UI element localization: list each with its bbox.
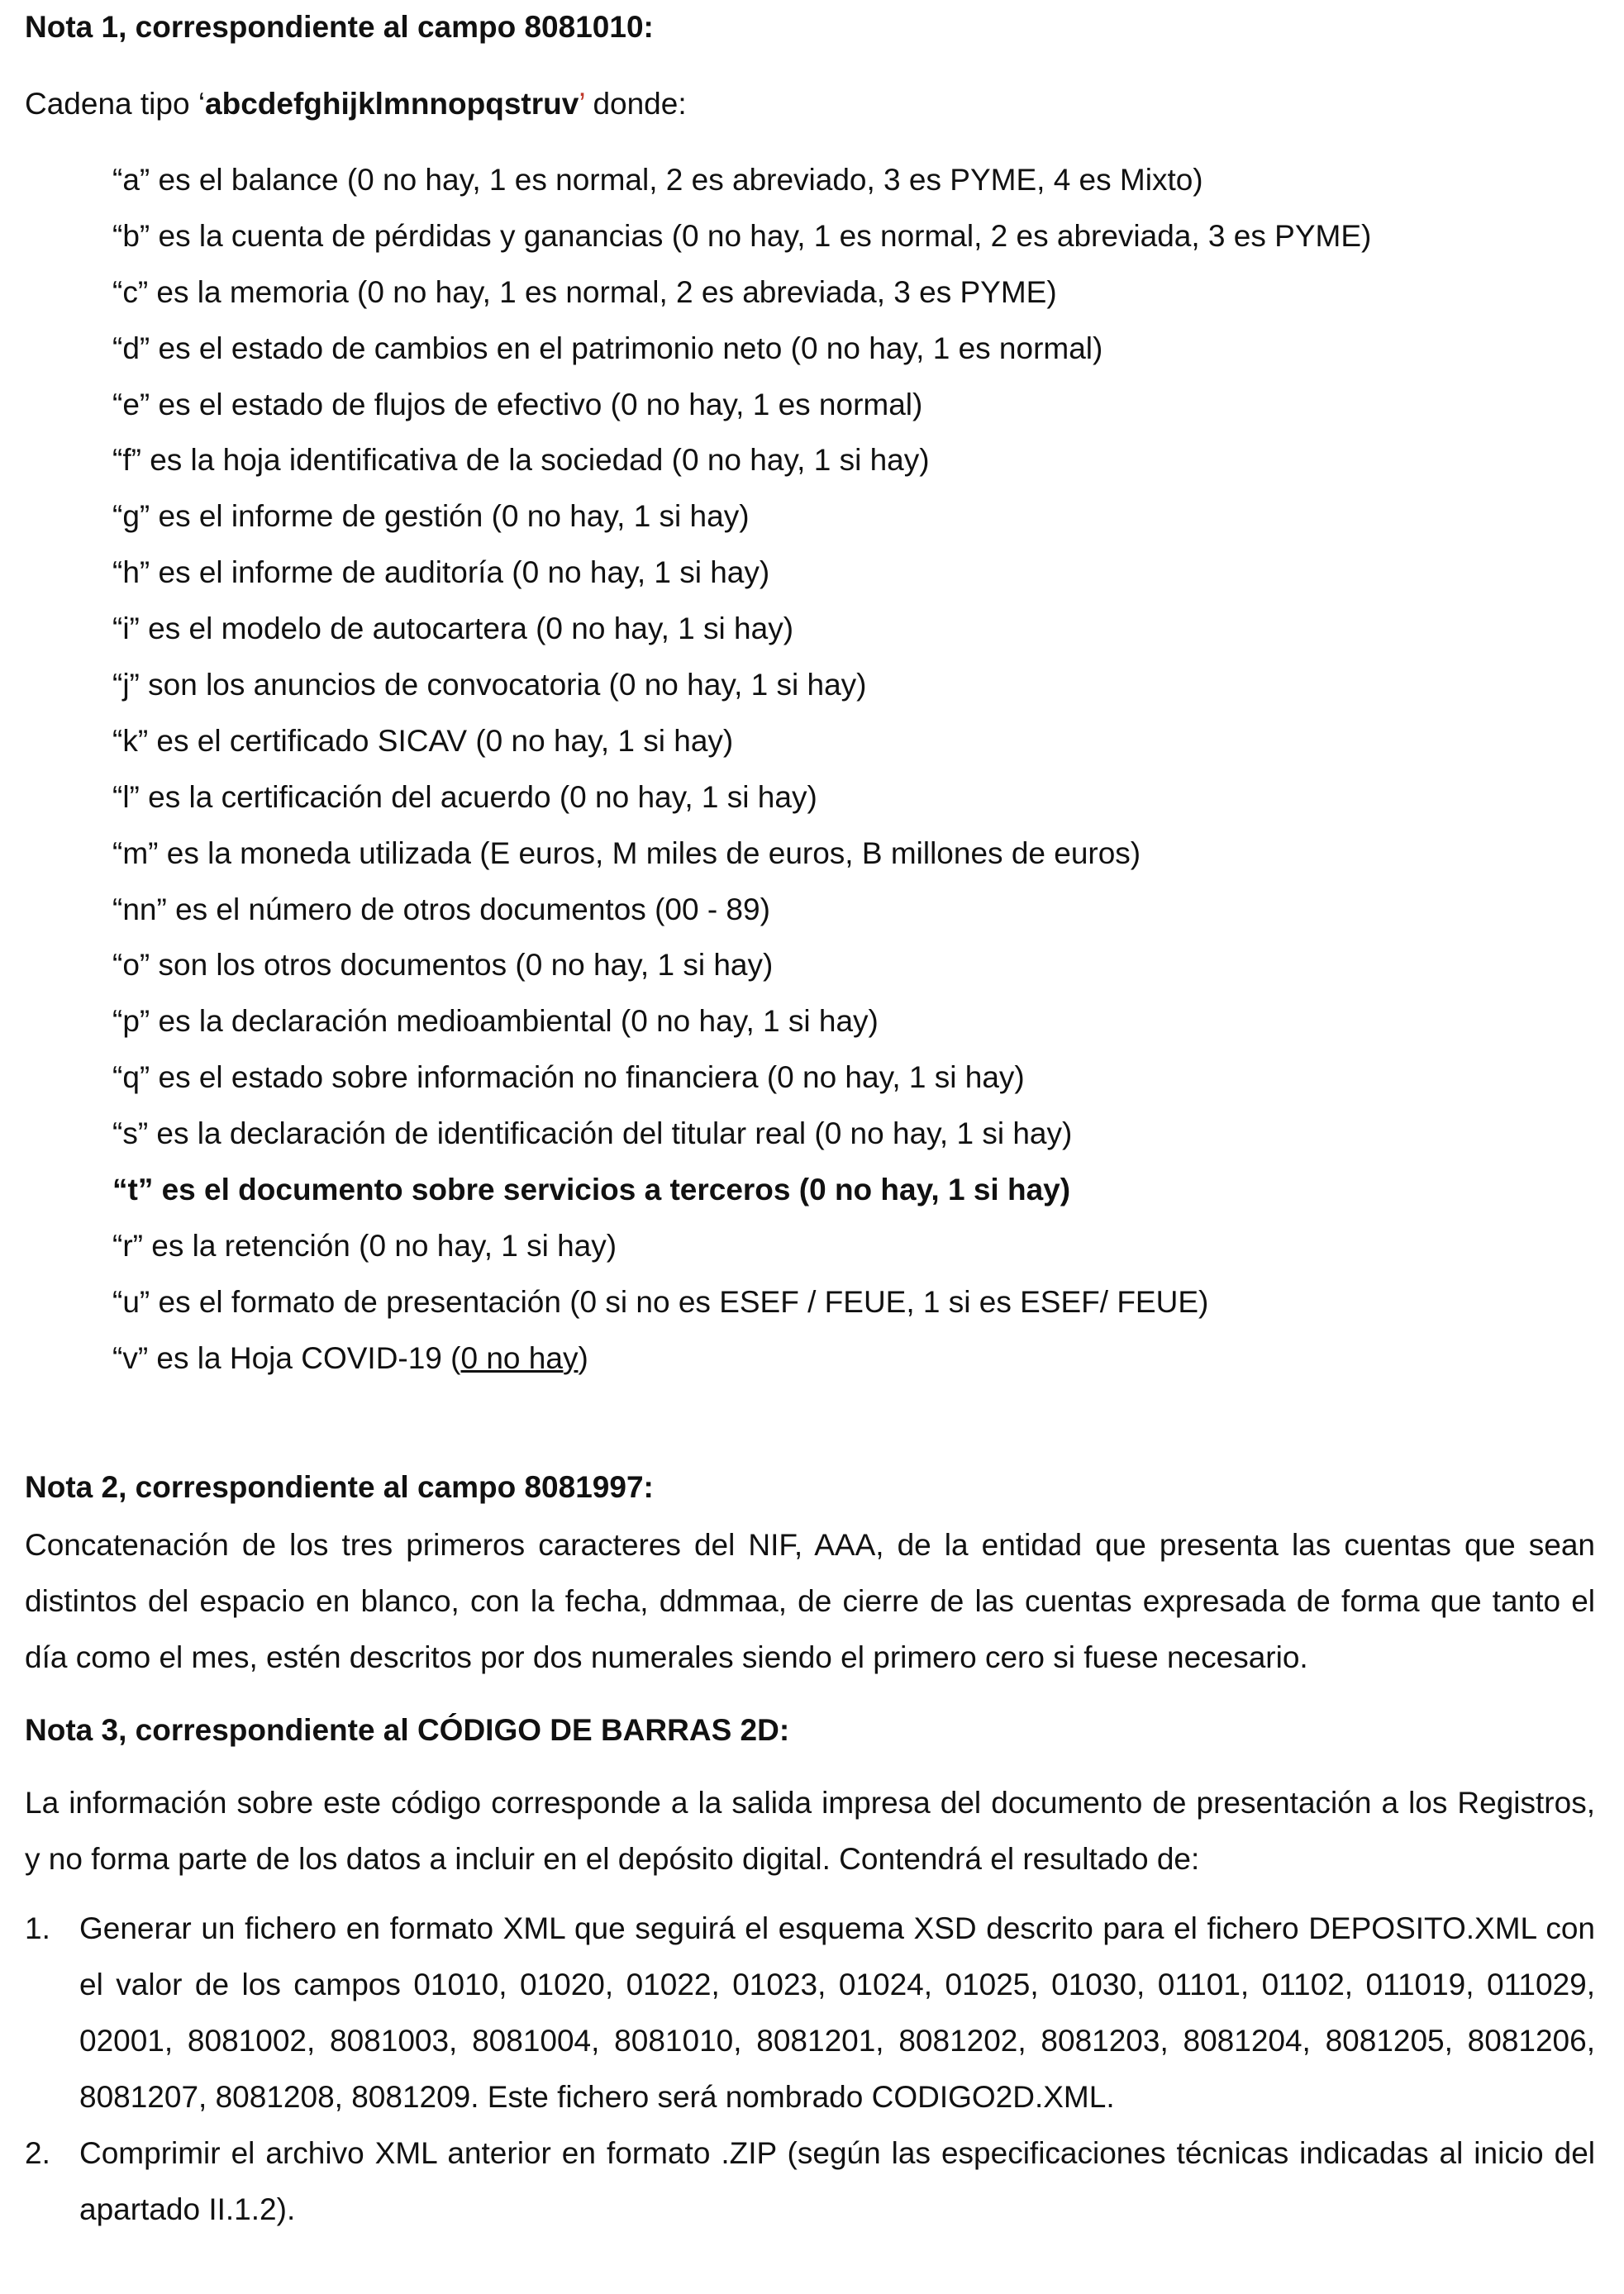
legend-item-nn: “nn” es el número de otros documentos (00 - 89) (112, 892, 770, 926)
intro-code: abcdefghijklmnnopqstruv (205, 87, 579, 121)
nota-3-body: La información sobre este código corresponde a la salida impresa del documento de presentación a los Registros, y no forma parte de los datos a incluir en el depósito digital. Contendrá el resultado de: (25, 1786, 1595, 1876)
step-item (25, 2125, 1595, 2238)
nota-1-heading: Nota 1, correspondiente al campo 8081010: (25, 10, 654, 44)
nota-3-heading: Nota 3, correspondiente al CÓDIGO DE BARRAS 2D: (25, 1713, 790, 1747)
legend-item-f: “f” es la hoja identificativa de la sociedad (0 no hay, 1 si hay) (112, 443, 930, 478)
legend-item-e: “e” es el estado de flujos de efectivo (0 no hay, 1 es normal) (112, 387, 923, 421)
intro-prefix: Cadena tipo ‘ (25, 87, 206, 121)
legend-item-o: “o” son los otros documentos (0 no hay, 1 si hay) (112, 948, 774, 983)
nota-1-intro (25, 84, 687, 124)
legend-item-m: “m” es la moneda utilizada (E euros, M miles de euros, B millones de euros) (112, 835, 1141, 870)
legend-item-a: “a” es el balance (0 no hay, 1 es normal, 2 es abreviado, 3 es PYME, 4 es Mixto) (112, 163, 1203, 197)
legend-item-r: “r” es la retención (0 no hay, 1 si hay) (112, 1228, 617, 1263)
nota-3-steps-list (25, 1901, 1595, 2238)
legend-item-p: “p” es la declaración medioambiental (0 no hay, 1 si hay) (112, 1004, 879, 1039)
legend-item-s: “s” es la declaración de identificación del titular real (0 no hay, 1 si hay) (112, 1116, 1073, 1151)
intro-closing-quote: ’ (579, 87, 585, 121)
legend-item-i: “i” es el modelo de autocartera (0 no hay, 1 si hay) (112, 612, 794, 646)
legend-item-v-underlined: 0 no hay (460, 1340, 579, 1375)
legend-item-v-prefix: “v” es la Hoja COVID-19 ( (112, 1340, 461, 1375)
field-legend-list (25, 152, 1371, 1387)
legend-item-u: “u” es el formato de presentación (0 si no es ESEF / FEUE, 1 si es ESEF/ FEUE) (112, 1284, 1209, 1319)
nota-2-body: Concatenación de los tres primeros caracteres del NIF, AAA, de la entidad que presenta las cuentas que sean distintos del espacio en blanco, con la fecha, ddmmaa, de cierre de las cuentas expresada de forma que tanto el día como el mes, estén descritos por dos numerales siendo el primero cero si fuese necesario. (25, 1528, 1595, 1674)
legend-item-t: “t” es el documento sobre servicios a terceros (0 no hay, 1 si hay) (112, 1173, 1071, 1207)
intro-suffix: donde: (584, 87, 687, 121)
legend-item-h: “h” es el informe de auditoría (0 no hay, 1 si hay) (112, 555, 770, 590)
legend-item-v-suffix: ) (578, 1340, 588, 1375)
step-number: 2. (25, 2136, 50, 2170)
step-text: Comprimir el archivo XML anterior en formato .ZIP (según las especificaciones técnicas indicadas al inicio del apartado II.1.2). (79, 2136, 1595, 2226)
legend-item-g: “g” es el informe de gestión (0 no hay, 1 si hay) (112, 499, 750, 534)
nota-2-heading: Nota 2, correspondiente al campo 8081997: (25, 1470, 654, 1504)
legend-item-b: “b” es la cuenta de pérdidas y ganancias (0 no hay, 1 es normal, 2 es abreviada, 3 es PYME) (112, 218, 1372, 253)
step-text: Generar un fichero en formato XML que seguirá el esquema XSD descrito para el fichero DEPOSITO.XML con el valor de los campos 01010, 01020, 01022, 01023, 01024, 01025, 01030, 01101, 01102, 011019, 011029, 02001, 8081002, 8081003, 8081004, 8081010, 8081201, 8081202, 8081203, 8081204, 8081205, 8081206, 8081207, 8081208, 8081209. Este fichero será nombrado CODIGO2D.XML. (79, 1911, 1595, 2114)
legend-item-j: “j” son los anuncios de convocatoria (0 no hay, 1 si hay) (112, 668, 867, 702)
legend-item-l: “l” es la certificación del acuerdo (0 no hay, 1 si hay) (112, 779, 817, 814)
legend-item-k: “k” es el certificado SICAV (0 no hay, 1 si hay) (112, 723, 734, 758)
legend-item-q: “q” es el estado sobre información no financiera (0 no hay, 1 si hay) (112, 1060, 1025, 1095)
legend-item-v (112, 1330, 1371, 1387)
step-item (25, 1901, 1595, 2125)
step-number: 1. (25, 1911, 50, 1945)
legend-item-d: “d” es el estado de cambios en el patrimonio neto (0 no hay, 1 es normal) (112, 331, 1103, 365)
legend-item-c: “c” es la memoria (0 no hay, 1 es normal, 2 es abreviada, 3 es PYME) (112, 274, 1057, 309)
